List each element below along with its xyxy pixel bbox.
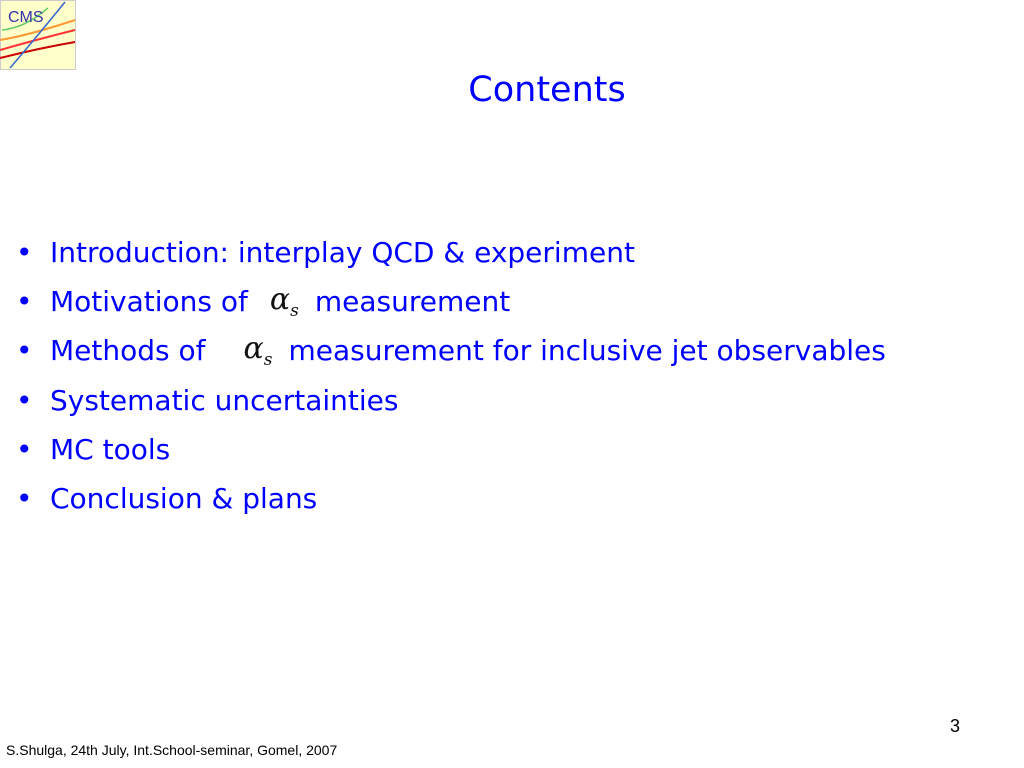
- alpha-s-symbol: $\alpha_s$: [243, 331, 273, 371]
- cms-logo: [0, 0, 76, 70]
- bullet-glyph: •: [16, 334, 33, 368]
- slide-title: Contents: [468, 70, 626, 110]
- page-number: 3: [950, 716, 961, 736]
- bullet-text: MC tools: [50, 432, 171, 466]
- bullet-text-after: measurement for inclusive jet observables: [288, 334, 886, 368]
- bullet-glyph: •: [16, 236, 33, 270]
- bullet-item-introduction: [16, 228, 886, 277]
- bullet-text: Conclusion & plans: [50, 482, 318, 516]
- footer-text: S.Shulga, 24th July, Int.School-seminar, Gomel, 2007: [6, 742, 338, 758]
- bullet-glyph: •: [16, 383, 33, 417]
- alpha-s-symbol: $\alpha_s$: [269, 282, 299, 322]
- bullet-text: Introduction: interplay QCD & experiment: [50, 236, 635, 270]
- bullet-text: Systematic uncertainties: [50, 383, 399, 417]
- bullet-item-methods: [16, 326, 886, 375]
- bullet-item-mc-tools: [16, 425, 886, 474]
- bullet-item-motivations: [16, 277, 886, 326]
- bullet-text: Motivations of: [50, 285, 248, 319]
- bullet-item-conclusion: [16, 474, 886, 523]
- cms-logo-text: CMS: [8, 9, 44, 26]
- bullet-text: Methods of: [50, 334, 206, 368]
- bullet-text-after: measurement: [314, 285, 511, 319]
- bullet-item-systematic: [16, 376, 886, 425]
- bullet-list: [16, 228, 886, 523]
- bullet-glyph: •: [16, 432, 33, 466]
- bullet-glyph: •: [16, 285, 33, 319]
- bullet-glyph: •: [16, 482, 33, 516]
